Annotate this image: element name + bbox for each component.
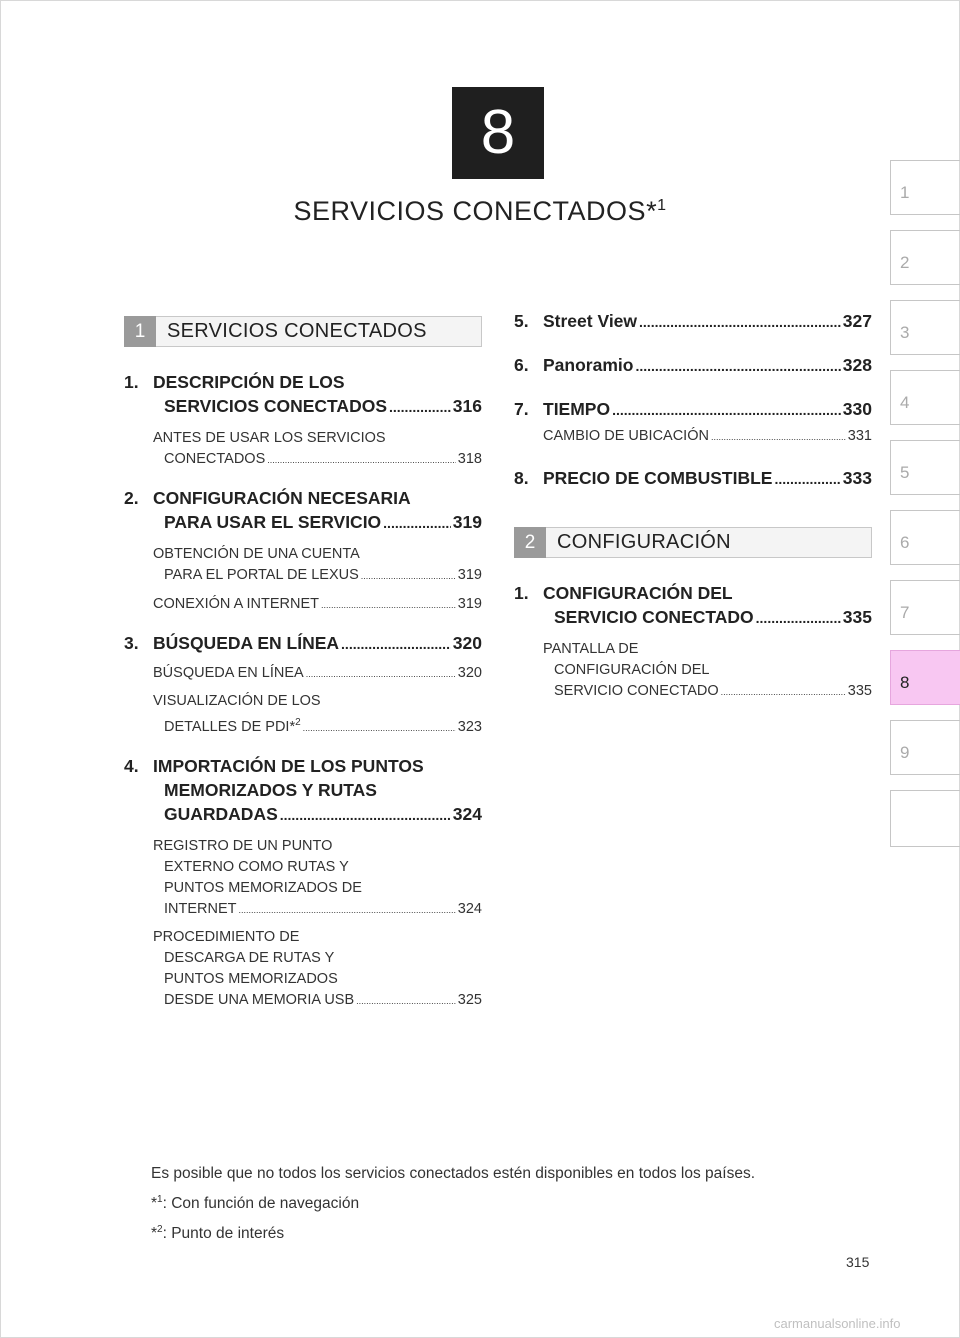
availability-note: Es posible que no todos los servicios conectados estén disponibles en todos los países. — [151, 1165, 756, 1182]
footnote-2: *$^2$: Punto de interés — [151, 1224, 285, 1243]
section-header-2 — [514, 527, 872, 558]
tab-8[interactable]: 8 — [890, 650, 960, 705]
toc-item-6[interactable]: 6. Panoramio ..... 328 — [514, 353, 872, 378]
watermark[interactable]: carmanualsonline.info — [774, 1316, 901, 1331]
toc-item-4[interactable]: 4. IMPORTACIÓN DE LOS PUNTOS MEMORIZADOS Y RUTAS GUARDADAS ..... 324 — [124, 754, 482, 827]
toc-subitem[interactable]: PANTALLA DE CONFIGURACIÓN DEL SERVICIO CONECTADO ..... 335 — [514, 639, 872, 703]
toc-subitem[interactable]: VISUALIZACIÓN DE LOS DETALLES DE PDI*$^2$ ..... 323 — [124, 691, 482, 739]
chapter-number: 8 — [480, 98, 516, 167]
section-title: SERVICIOS CONECTADOS — [167, 320, 427, 342]
tab-2[interactable]: 2 — [890, 230, 960, 285]
toc-subitem[interactable]: ANTES DE USAR LOS SERVICIOS CONECTADOS ..... 318 — [124, 428, 482, 471]
toc-item-config-1[interactable]: 1. CONFIGURACIÓN DEL SERVICIO CONECTADO ..... 335 — [514, 581, 872, 630]
toc-subitem[interactable]: CAMBIO DE UBICACIÓN ..... 331 — [514, 426, 872, 448]
tab-3[interactable]: 3 — [890, 300, 960, 355]
toc-item-5[interactable]: 5. Street View ..... 327 — [514, 309, 872, 334]
tab-7[interactable]: 7 — [890, 580, 960, 635]
toc-item-2[interactable]: 2. CONFIGURACIÓN NECESARIA PARA USAR EL SERVICIO ..... 319 — [124, 486, 482, 535]
toc-subitem[interactable]: BÚSQUEDA EN LÍNEA ..... 320 — [124, 663, 482, 685]
tab-1[interactable]: 1 — [890, 160, 960, 215]
section-header-1 — [124, 316, 482, 347]
chapter-title: SERVICIOS CONECTADOS*$^1$ — [293, 196, 667, 226]
page-number: 315 — [846, 1254, 870, 1270]
section-title: CONFIGURACIÓN — [557, 531, 731, 553]
tab-blank — [890, 790, 960, 847]
tab-9[interactable]: 9 — [890, 720, 960, 775]
section-number: 2 — [514, 527, 546, 558]
toc-right-column-config — [514, 581, 872, 703]
toc-item-8[interactable]: 8. PRECIO DE COMBUSTIBLE ..... 333 — [514, 466, 872, 491]
toc-item-3[interactable]: 3. BÚSQUEDA EN LÍNEA ..... 320 — [124, 631, 482, 656]
section-number: 1 — [124, 316, 156, 347]
toc-right-column — [514, 309, 872, 491]
toc-item-7[interactable]: 7. TIEMPO ..... 330 — [514, 397, 872, 422]
footer-notes — [151, 1161, 755, 1247]
footnote-1: *$^1$: Con función de navegación — [151, 1194, 360, 1213]
toc-subitem[interactable]: OBTENCIÓN DE UNA CUENTA PARA EL PORTAL DE LEXUS ..... 319 — [124, 544, 482, 587]
toc-item-1[interactable]: 1. DESCRIPCIÓN DE LOS SERVICIOS CONECTADOS ..... 316 — [124, 370, 482, 419]
toc-subitem[interactable]: REGISTRO DE UN PUNTO EXTERNO COMO RUTAS Y PUNTOS MEMORIZADOS DE INTERNET ..... 324 — [124, 836, 482, 921]
tab-5[interactable]: 5 — [890, 440, 960, 495]
chapter-tabs — [890, 160, 960, 862]
toc-subitem[interactable]: PROCEDIMIENTO DE DESCARGA DE RUTAS Y PUNTOS MEMORIZADOS DESDE UNA MEMORIA USB ..... 325 — [124, 927, 482, 1012]
toc-subitem[interactable]: CONEXIÓN A INTERNET ..... 319 — [124, 594, 482, 616]
tab-4[interactable]: 4 — [890, 370, 960, 425]
tab-6[interactable]: 6 — [890, 510, 960, 565]
chapter-number-box — [452, 87, 544, 179]
toc-left-column — [124, 370, 482, 1012]
